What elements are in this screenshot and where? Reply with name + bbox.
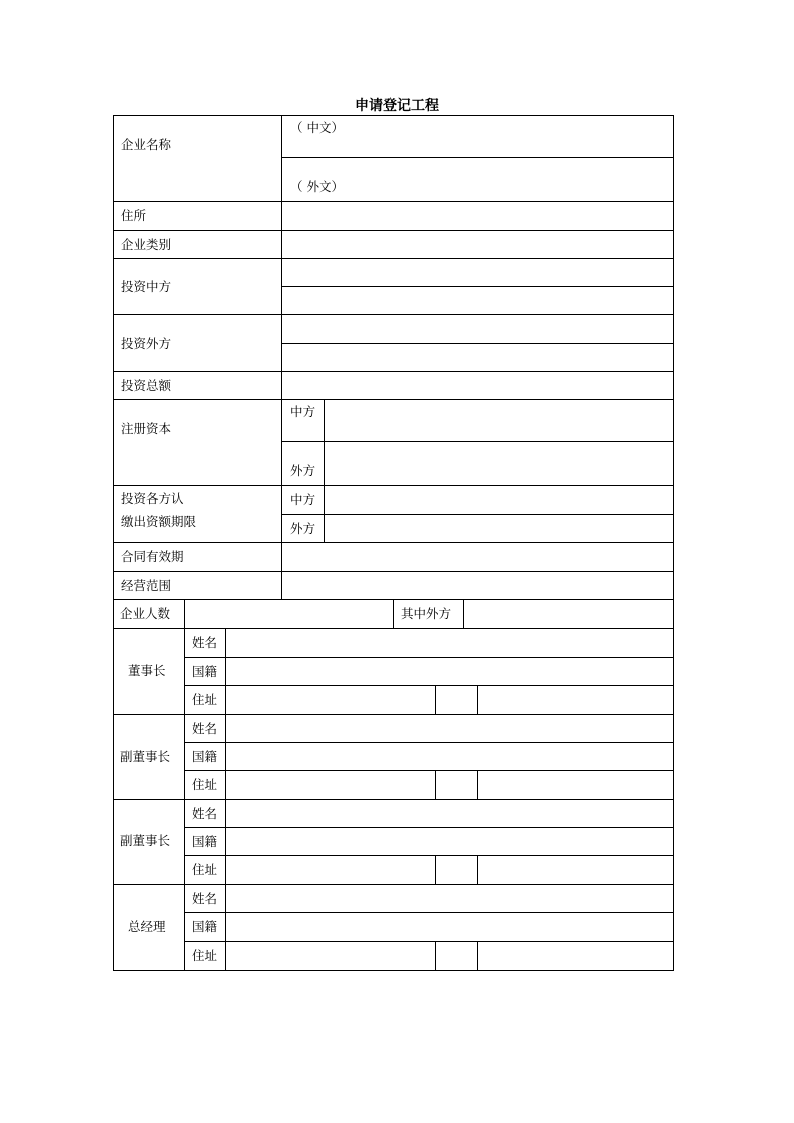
chairman-nationality-value[interactable] xyxy=(225,657,674,686)
company-name-foreign-hint: （ 外文） xyxy=(290,179,344,194)
staff-foreign-value[interactable] xyxy=(463,599,674,629)
investor-cn-row-1[interactable] xyxy=(281,258,674,287)
deadline-cn-label-cell xyxy=(281,485,325,515)
vice-chairman-2-address-label: 住址 xyxy=(192,862,218,877)
general-manager-address-label-cell xyxy=(184,941,226,971)
registered-capital-foreign-label-cell xyxy=(281,441,325,486)
registered-capital-foreign-value[interactable] xyxy=(324,441,674,486)
vice-chairman-1-nationality-label-cell xyxy=(184,742,226,771)
vice-chairman-2-address-extra-1[interactable] xyxy=(435,855,478,885)
address-label-cell xyxy=(113,201,282,231)
vice-chairman-2-address-extra-2[interactable] xyxy=(477,855,674,885)
address-label: 住所 xyxy=(121,208,147,223)
general-manager-address-value[interactable] xyxy=(225,941,436,971)
deadline-foreign-label-cell xyxy=(281,514,325,543)
general-manager-role-label: 总经理 xyxy=(128,919,166,934)
vice-chairman-2-role-label: 副董事长 xyxy=(120,833,171,848)
vice-chairman-1-address-label: 住址 xyxy=(192,777,218,792)
address-value-cell[interactable] xyxy=(281,201,674,231)
staff-count-value[interactable] xyxy=(184,599,394,629)
staff-foreign-label-cell xyxy=(393,599,464,629)
vice-chairman-1-name-label-cell xyxy=(184,714,226,743)
chairman-address-value[interactable] xyxy=(225,685,436,715)
vice-chairman-1-address-label-cell xyxy=(184,770,226,800)
vice-chairman-2-name-value[interactable] xyxy=(225,799,674,828)
business-scope-label: 经营范围 xyxy=(121,578,172,593)
company-name-label-cell xyxy=(113,115,282,202)
contract-validity-label-cell xyxy=(113,542,282,572)
vice-chairman-2-role-cell xyxy=(113,799,185,885)
contribution-deadline-label-line1: 投资各方认 xyxy=(121,491,184,506)
registered-capital-cn-value[interactable] xyxy=(324,399,674,442)
company-type-label: 企业类别 xyxy=(121,237,172,252)
chairman-name-value[interactable] xyxy=(225,628,674,658)
total-investment-label: 投资总额 xyxy=(121,378,172,393)
chairman-address-extra-1[interactable] xyxy=(435,685,478,715)
registered-capital-label-cell xyxy=(113,399,282,486)
general-manager-address-extra-2[interactable] xyxy=(477,941,674,971)
registered-capital-cn-label: 中方 xyxy=(290,404,316,419)
company-name-cn-hint: （ 中文） xyxy=(290,120,344,135)
page-title: 申请登记工程 xyxy=(355,98,439,114)
general-manager-name-label-cell xyxy=(184,884,226,913)
deadline-foreign-value[interactable] xyxy=(324,514,674,543)
general-manager-role-cell xyxy=(113,884,185,971)
vice-chairman-2-nationality-label-cell xyxy=(184,827,226,856)
staff-foreign-label: 其中外方 xyxy=(401,606,452,621)
vice-chairman-1-name-value[interactable] xyxy=(225,714,674,743)
total-investment-label-cell xyxy=(113,371,282,400)
vice-chairman-2-nationality-value[interactable] xyxy=(225,827,674,856)
deadline-cn-label: 中方 xyxy=(290,492,316,507)
vice-chairman-1-nationality-value[interactable] xyxy=(225,742,674,771)
investor-foreign-label-cell xyxy=(113,314,282,372)
deadline-cn-value[interactable] xyxy=(324,485,674,515)
company-name-foreign-cell[interactable] xyxy=(281,157,674,202)
chairman-role-cell xyxy=(113,628,185,715)
company-name-cn-cell[interactable] xyxy=(281,115,674,158)
registered-capital-label: 注册资本 xyxy=(121,421,172,436)
contribution-deadline-label-cell xyxy=(113,485,282,543)
vice-chairman-1-role-cell xyxy=(113,714,185,800)
deadline-foreign-label: 外方 xyxy=(290,521,316,536)
company-type-value-cell[interactable] xyxy=(281,230,674,259)
investor-foreign-row-1[interactable] xyxy=(281,314,674,344)
chairman-nationality-label-cell xyxy=(184,657,226,686)
registered-capital-foreign-label: 外方 xyxy=(290,463,316,478)
chairman-nationality-label: 国籍 xyxy=(192,664,218,679)
company-type-label-cell xyxy=(113,230,282,259)
vice-chairman-1-address-extra-2[interactable] xyxy=(477,770,674,800)
vice-chairman-2-name-label-cell xyxy=(184,799,226,828)
vice-chairman-1-nationality-label: 国籍 xyxy=(192,749,218,764)
investor-cn-row-2[interactable] xyxy=(281,286,674,315)
contract-validity-value[interactable] xyxy=(281,542,674,572)
vice-chairman-2-nationality-label: 国籍 xyxy=(192,834,218,849)
general-manager-name-value[interactable] xyxy=(225,884,674,913)
vice-chairman-2-name-label: 姓名 xyxy=(192,806,218,821)
chairman-address-extra-2[interactable] xyxy=(477,685,674,715)
chairman-address-label-cell xyxy=(184,685,226,715)
general-manager-nationality-label-cell xyxy=(184,912,226,942)
chairman-address-label: 住址 xyxy=(192,692,218,707)
general-manager-address-extra-1[interactable] xyxy=(435,941,478,971)
vice-chairman-1-address-value[interactable] xyxy=(225,770,436,800)
business-scope-value[interactable] xyxy=(281,571,674,600)
total-investment-value-cell[interactable] xyxy=(281,371,674,400)
contribution-deadline-label-line2: 缴出资额期限 xyxy=(121,514,197,529)
chairman-role-label: 董事长 xyxy=(128,663,166,678)
staff-count-label: 企业人数 xyxy=(120,606,171,621)
investor-cn-label: 投资中方 xyxy=(121,279,172,294)
investor-foreign-row-2[interactable] xyxy=(281,343,674,372)
vice-chairman-1-name-label: 姓名 xyxy=(192,721,218,736)
contract-validity-label: 合同有效期 xyxy=(121,549,184,564)
company-name-label: 企业名称 xyxy=(121,137,172,152)
chairman-name-label: 姓名 xyxy=(192,635,218,650)
business-scope-label-cell xyxy=(113,571,282,600)
general-manager-nationality-value[interactable] xyxy=(225,912,674,942)
general-manager-name-label: 姓名 xyxy=(192,891,218,906)
staff-count-label-cell xyxy=(113,599,185,629)
general-manager-address-label: 住址 xyxy=(192,948,218,963)
vice-chairman-2-address-value[interactable] xyxy=(225,855,436,885)
vice-chairman-2-address-label-cell xyxy=(184,855,226,885)
investor-cn-label-cell xyxy=(113,258,282,315)
investor-foreign-label: 投资外方 xyxy=(121,336,172,351)
vice-chairman-1-address-extra-1[interactable] xyxy=(435,770,478,800)
general-manager-nationality-label: 国籍 xyxy=(192,919,218,934)
chairman-name-label-cell xyxy=(184,628,226,658)
registered-capital-cn-label-cell xyxy=(281,399,325,442)
vice-chairman-1-role-label: 副董事长 xyxy=(120,749,171,764)
